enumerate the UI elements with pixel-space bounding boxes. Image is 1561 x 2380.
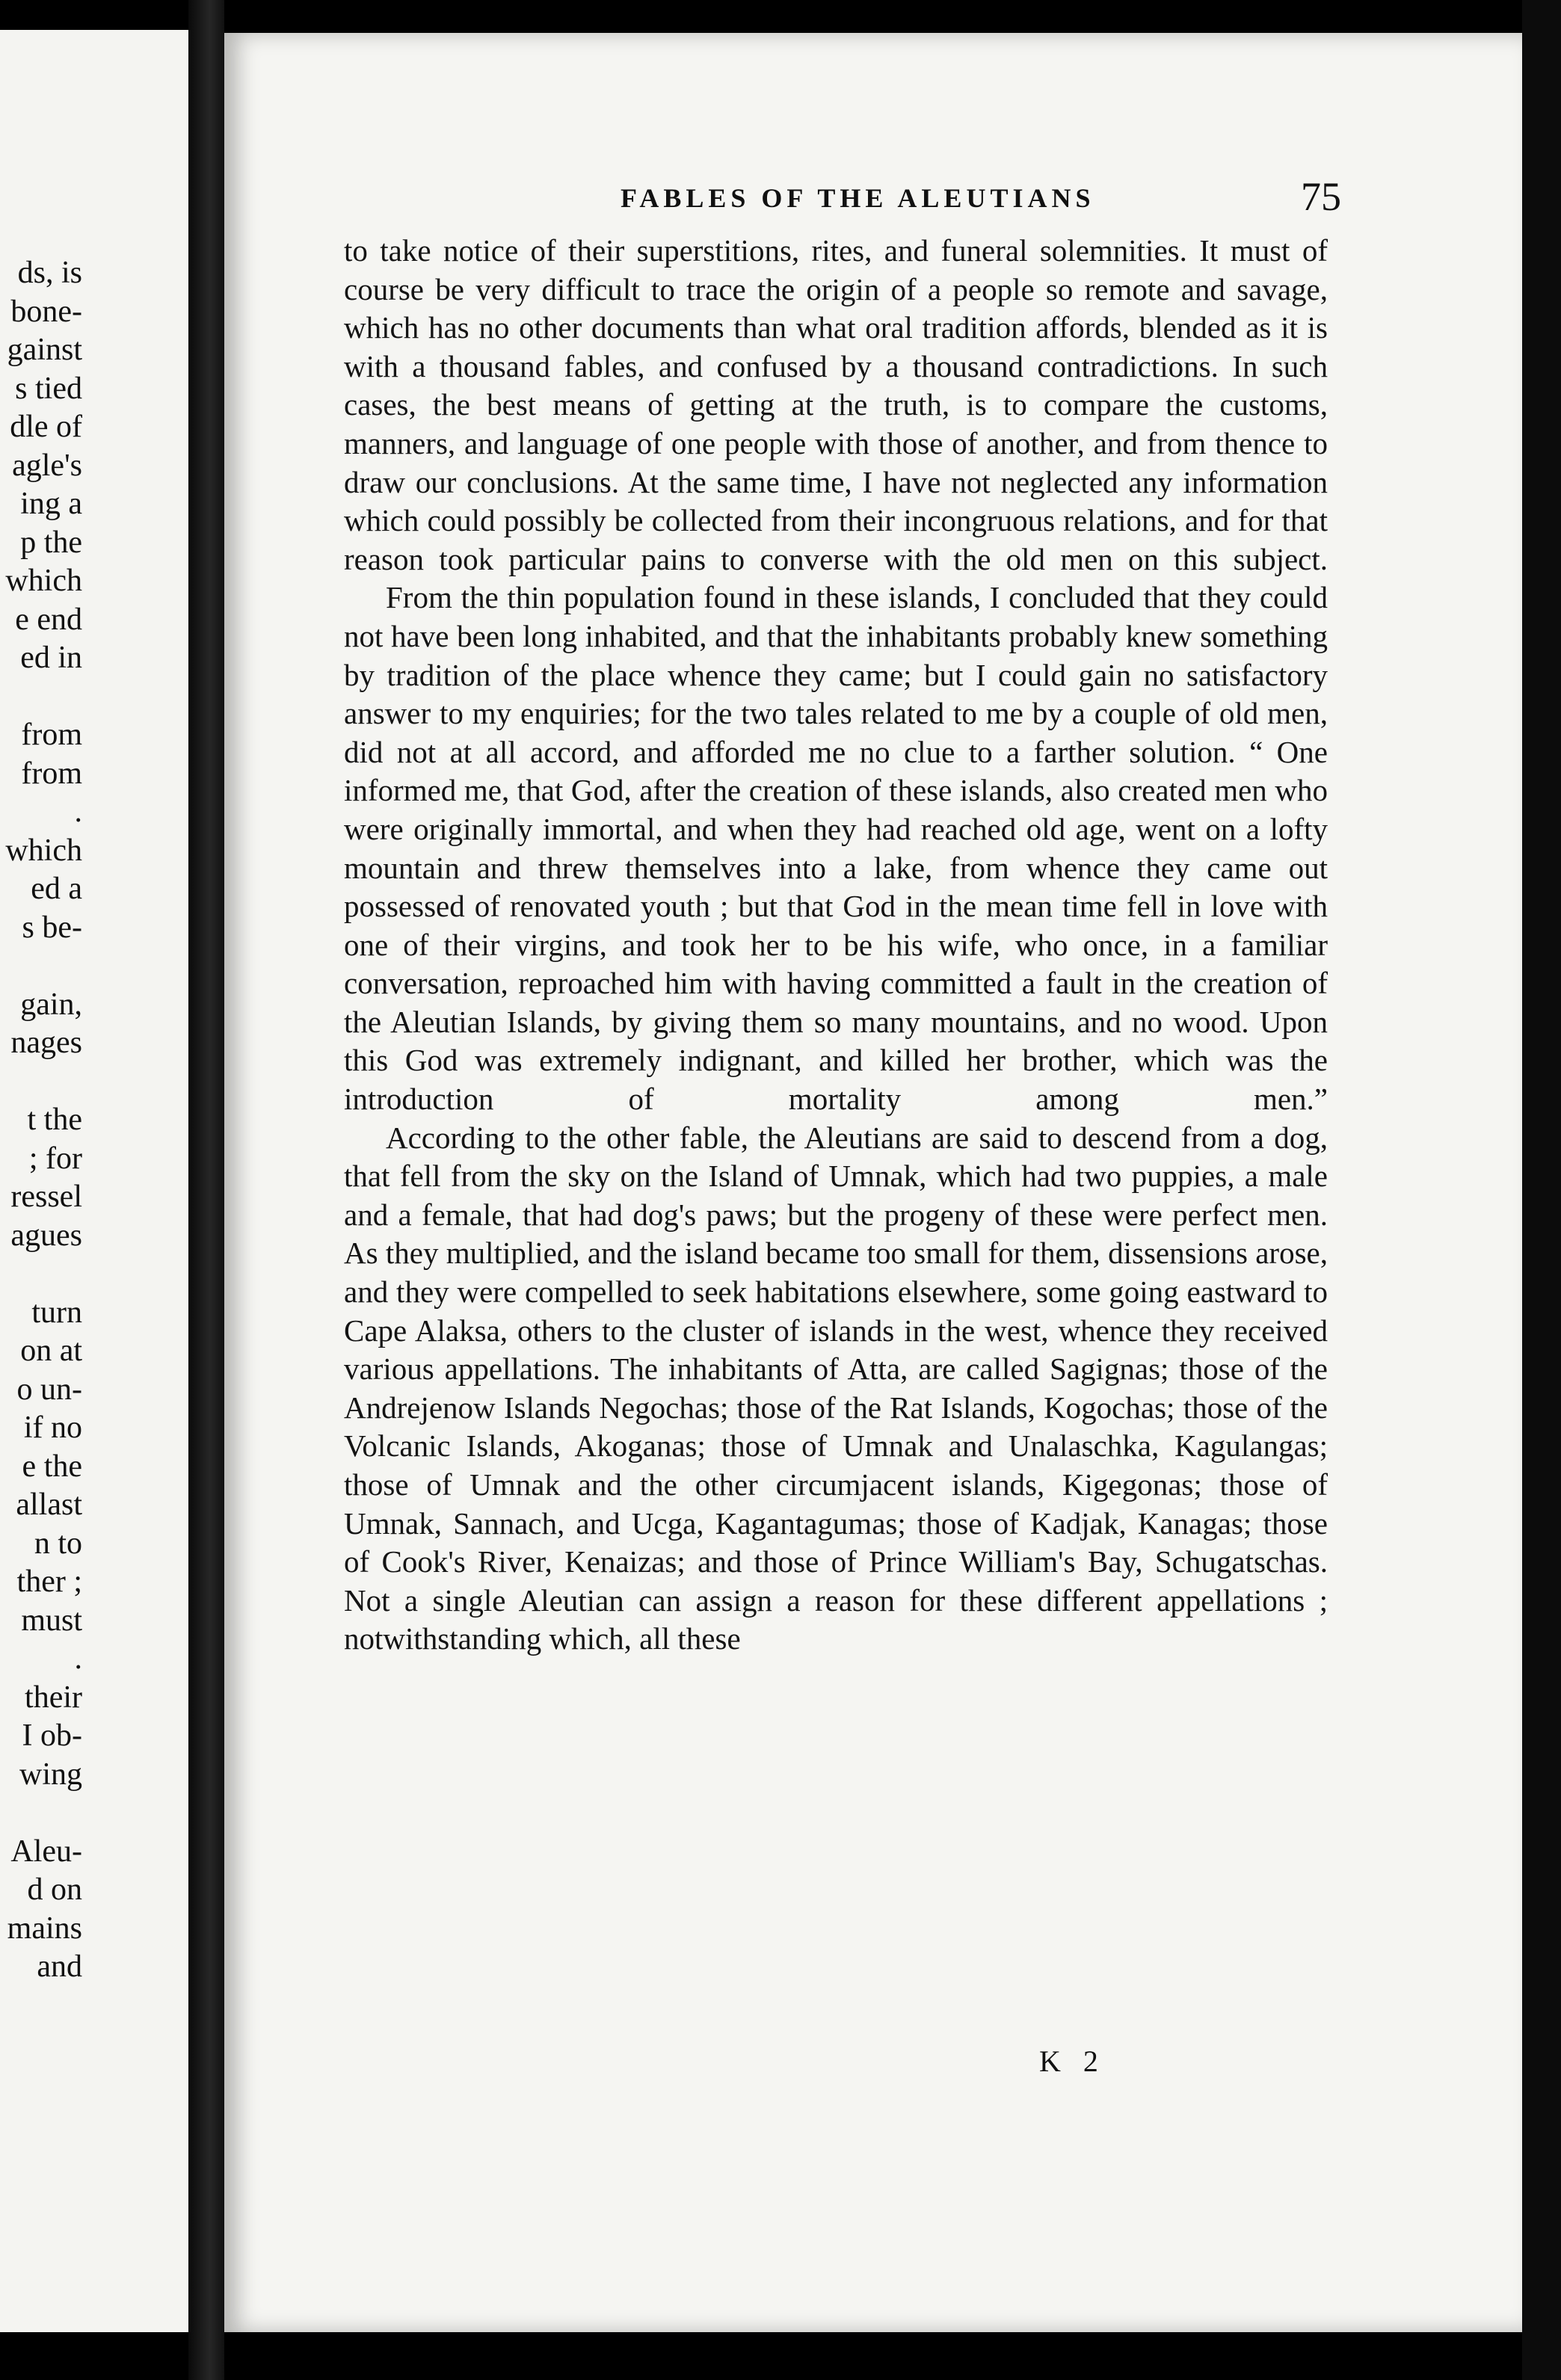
facing-page-fragment: and	[37, 1949, 82, 1984]
facing-page-fragment: d on	[27, 1872, 82, 1907]
facing-page-fragment: if no	[23, 1411, 82, 1445]
facing-page-fragment: o un-	[16, 1372, 82, 1407]
facing-page-fragment: p the	[20, 525, 82, 560]
facing-page-fragment: on at	[20, 1334, 82, 1368]
facing-page-fragment: which	[5, 564, 82, 598]
facing-page-fragment	[5, 947, 82, 986]
facing-page-fragment: mains	[7, 1911, 82, 1946]
signature-mark: K 2	[1039, 2044, 1106, 2078]
facing-page-fragment: ther ;	[16, 1564, 82, 1599]
facing-page-fragment: agues	[10, 1218, 82, 1253]
facing-page-fragment: .	[74, 1641, 82, 1676]
facing-page-fragment: wing	[19, 1757, 82, 1792]
body-text	[344, 232, 1328, 1659]
facing-page-left	[0, 30, 193, 2332]
scan-edge	[1522, 0, 1561, 2380]
facing-page-fragment: ing a	[20, 487, 82, 521]
facing-page-fragment: s tied	[15, 371, 82, 406]
facing-page-fragment: n to	[34, 1526, 82, 1561]
facing-page-fragment: must	[21, 1603, 82, 1638]
facing-page-fragment: I ob-	[22, 1718, 82, 1753]
paragraph-continued: to take notice of their superstitions, rites, and funeral solemnities. It must of course be very difficult to trace the origin of a people so remote and savage, which has no other documents than what oral tradition affords, blended as it is with a thousand fables, and confused by a thousand contradictions. In such cases, the best means of getting at the truth, is to compare the customs, manners, and language of one people with those of another, and from thence to draw our conclusions. At the same time, I have not neglected any information which could possibly be collected from their incongruous relations, and for that reason took particular pains to converse with the old men on this subject.	[344, 233, 1328, 576]
paragraph-dog-fable: According to the other fable, the Aleutians are said to descend from a dog, that fell from the sky on the Island of Umnak, which had two puppies, a male and a female, that had dog's paws; but the progeny of these were perfect men. As they multiplied, and the island became too small for them, dissensions arose, and they were compelled to seek habitations elsewhere, some going eastward to Cape Alaksa, others to the cluster of islands in the west, whence they received various appellations. The inhabitants of Atta, are called Sagignas; those of the Andrejenow Islands Negochas; those of the Rat Islands, Kogochas; those of the Volcanic Islands, Akoganas; those of Umnak and Unalaschka, Kagulangas; those of Umnak and the other circumjacent islands, Kigegonas; those of Umnak, Sannach, and Ucga, Kagantagumas; those of Kadjak, Kanagas; those of Cook's River, Kenaizas; and those of Prince William's Bay, Schugatschas. Not a single Aleutian can assign a reason for these different appellations ; notwithstanding which, all these	[344, 1120, 1328, 1656]
facing-page-fragment: from	[21, 718, 82, 752]
facing-page-fragment: t the	[27, 1103, 82, 1137]
facing-page-fragment: ed a	[31, 872, 82, 906]
facing-page-fragment: ed in	[20, 641, 82, 675]
running-head-title: FABLES OF THE ALEUTIANS	[621, 183, 1095, 213]
facing-page-fragment: which	[5, 833, 82, 868]
facing-page-fragment: ds, is	[17, 256, 82, 290]
facing-page-fragment: .	[74, 795, 82, 829]
facing-page-fragment: nages	[10, 1026, 82, 1060]
facing-page-fragment	[5, 1255, 82, 1294]
facing-page-fragment: Aleu-	[10, 1834, 82, 1869]
facing-page-fragment: ; for	[28, 1141, 82, 1176]
facing-page-fragment: turn	[31, 1295, 82, 1330]
paragraph-population-tale: From the thin population found in these islands, I concluded that they could not have been long inhabited, and that the inhabitants probably knew something by tradition of the place whence they came; but I could gain no satisfactory answer to my enquiries; for the two tales related to me by a couple of old men, did not at all accord, and afforded me no clue to a farther solution. “ One informed me, that God, after the creation of these islands, also created men who were originally immortal, and when they had reached old age, went on a lofty mountain and threw themselves into a lake, from whence they came out possessed of renovated youth ; but that God in the mean time fell in love with one of their virgins, and took her to be his wife, who once, in a familiar conversation, reproached him with having committed a fault in the creation of the Aleutian Islands, by giving them so many mountains, and no wood. Upon this God was extremely indignant, and killed her brother, which was the introduction of mortality among men.”	[344, 580, 1328, 1117]
facing-page-fragment: from	[21, 756, 82, 791]
facing-page-fragment: e the	[22, 1449, 82, 1484]
facing-page-fragment: s be-	[22, 910, 82, 945]
facing-page-fragment: gain,	[20, 987, 82, 1022]
facing-page-fragment: bone-	[10, 294, 82, 329]
facing-page-fragment: e end	[15, 602, 82, 637]
facing-page-fragment	[5, 1063, 82, 1102]
running-head	[224, 174, 1522, 227]
page-75	[224, 33, 1522, 2332]
facing-page-fragment	[5, 1794, 82, 1833]
facing-page-line-fragments	[5, 254, 82, 1987]
binding-gutter	[188, 0, 224, 2380]
facing-page-fragment: ressel	[10, 1180, 82, 1214]
facing-page-fragment: gainst	[7, 333, 82, 367]
facing-page-fragment: dle of	[10, 410, 82, 444]
page-number: 75	[1301, 174, 1341, 219]
facing-page-fragment: their	[25, 1680, 82, 1715]
facing-page-fragment	[5, 678, 82, 717]
facing-page-fragment: allast	[16, 1488, 82, 1522]
facing-page-fragment: agle's	[12, 448, 82, 483]
